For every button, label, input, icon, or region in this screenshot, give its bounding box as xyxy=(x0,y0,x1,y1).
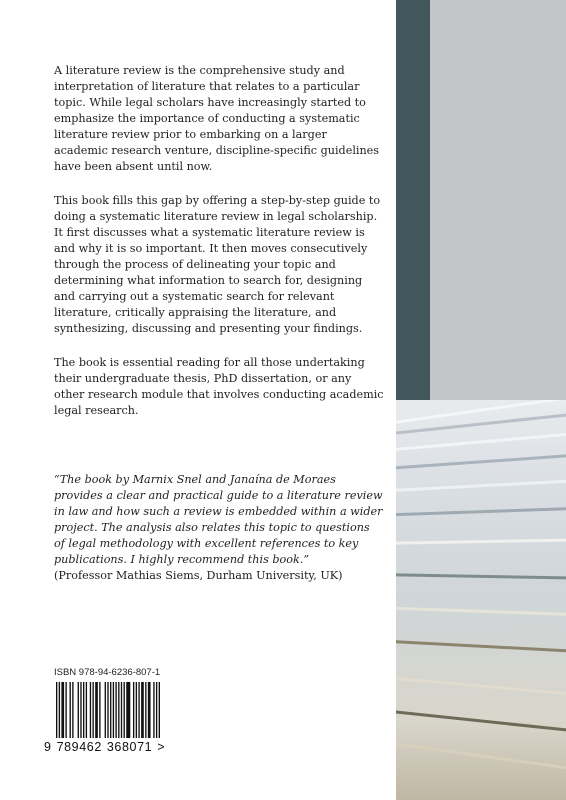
light-stripe-panel xyxy=(430,0,566,400)
barcode-digits xyxy=(44,740,179,754)
barcode-bar xyxy=(141,682,144,738)
barcode-digit-group: 789462 xyxy=(56,740,102,754)
barcode-bar xyxy=(153,682,154,738)
barcode-bar xyxy=(83,682,84,738)
barcode-bar xyxy=(92,682,93,738)
barcode-digit-group: 368071 xyxy=(106,740,153,754)
barcode-bar xyxy=(124,682,125,738)
barcode-bar xyxy=(70,682,71,738)
back-cover-description xyxy=(54,63,384,437)
description-paragraph: The book is essential reading for all those undertaking their undergraduate thesis, PhD dissertation, or any other research module that involves conducting academic legal research. xyxy=(54,356,384,417)
barcode-bar xyxy=(105,682,106,738)
barcode-bar xyxy=(80,682,81,738)
barcode-bar xyxy=(133,682,134,738)
barcode-bar xyxy=(56,682,57,738)
endorsement-quote: “The book by Marnix Snel and Janaína de Moraes provides a clear and practical guide to a literature review in law and how such a review is embedded within a wider project. The analysis also relates this topic to questions of legal methodology with excellent references to key publications. I highly recommend this book.” xyxy=(54,473,383,566)
barcode-bar xyxy=(138,682,139,738)
barcode-bar xyxy=(145,682,146,738)
book-pages-photo xyxy=(396,400,566,800)
endorsement-attribution: (Professor Mathias Siems, Durham University, UK) xyxy=(54,569,343,582)
dark-stripe-panel xyxy=(396,0,430,400)
description-paragraph: A literature review is the comprehensive study and interpretation of literature that relates to a particular topic. While legal scholars have increasingly started to emphasize the importance of conducting a systematic literature review prior to embarking on a larger academic research venture, discipline-specific guidelines have been absent until now. xyxy=(54,64,380,173)
endorsement xyxy=(54,472,384,584)
barcode-bar xyxy=(107,682,108,738)
barcode-bar xyxy=(121,682,122,738)
barcode-bar xyxy=(126,682,130,738)
barcode-bar xyxy=(72,682,73,738)
barcode-bar xyxy=(115,682,116,738)
barcode-bar xyxy=(59,682,60,738)
barcode-lead-digit: 9 xyxy=(44,740,52,754)
isbn-barcode xyxy=(56,682,160,738)
barcode-bar xyxy=(95,682,98,738)
barcode-bar xyxy=(90,682,91,738)
barcode-bar xyxy=(86,682,87,738)
barcode-bar xyxy=(99,682,100,738)
barcode-bar xyxy=(113,682,114,738)
barcode-bar xyxy=(148,682,151,738)
barcode-bar xyxy=(110,682,111,738)
barcode-bar xyxy=(61,682,64,738)
barcode-bar xyxy=(78,682,79,738)
description-paragraph: This book fills this gap by offering a step-by-step guide to doing a systematic literature review in legal scholarship. It first discusses what a systematic literature review is and why it is so important. It then moves consecutively through the process of delineating your topic and determining what information to search for, designing and carrying out a systematic search for relevant literature, critically appraising the literature, and synthesizing, discussing and presenting your findings. xyxy=(54,194,381,335)
barcode-tail-mark: > xyxy=(157,740,166,754)
barcode-bar xyxy=(136,682,137,738)
barcode-bar xyxy=(65,682,66,738)
barcode-bar xyxy=(118,682,119,738)
barcode-bar xyxy=(159,682,160,738)
isbn-label: ISBN 978-94-6236-807-1 xyxy=(54,667,161,678)
barcode-bar xyxy=(156,682,157,738)
